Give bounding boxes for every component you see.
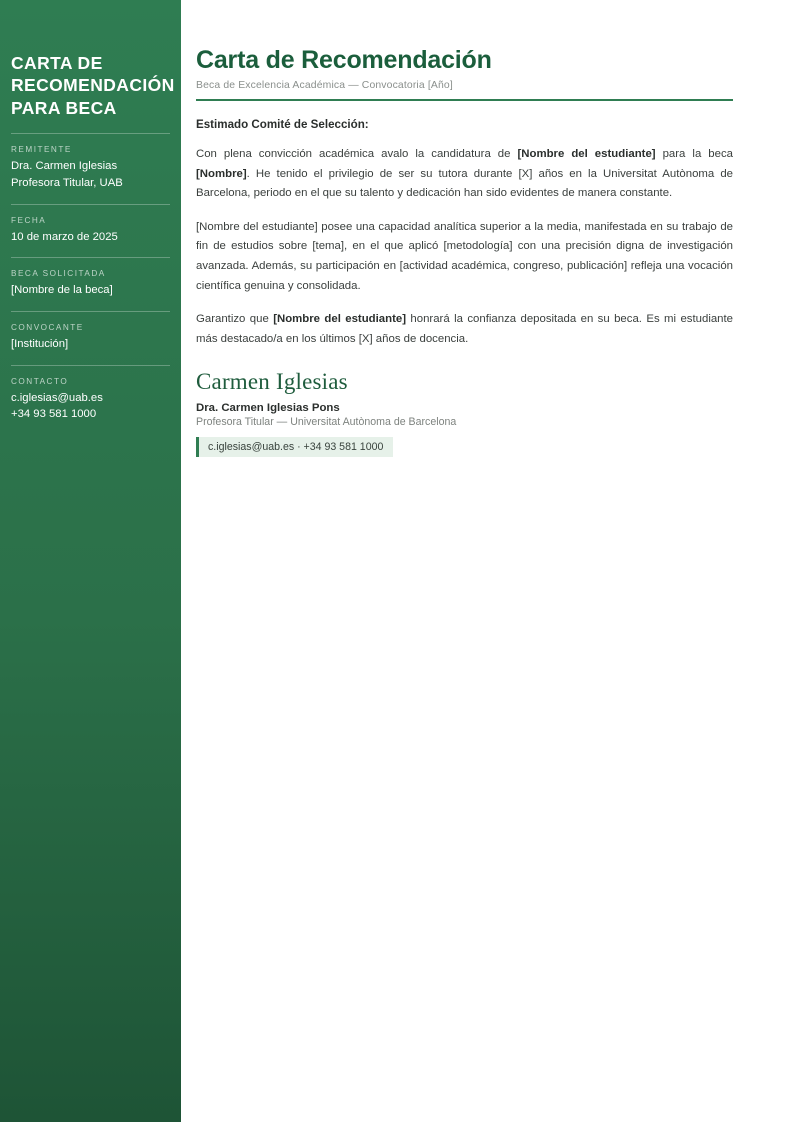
sidebar-title: CARTA DE RECOMENDACIÓN PARA BECA (11, 53, 175, 118)
sidebar-divider (11, 257, 170, 258)
body-paragraph (196, 218, 733, 296)
signature-block (196, 369, 733, 456)
salutation: Estimado Comité de Selección: (196, 118, 369, 131)
sidebar-meta-label: FECHA (11, 215, 47, 225)
body-emphasis: [Nombre del estudiante] (517, 148, 656, 160)
body-emphasis: [Nombre del estudiante] (273, 313, 407, 326)
sidebar-meta-value: [Institución] (11, 338, 69, 351)
sidebar-meta-block (11, 323, 170, 353)
sidebar-meta-label: REMITENTE (11, 145, 72, 155)
sidebar-meta-value: Dra. Carmen Iglesias (11, 160, 118, 173)
sidebar (0, 0, 181, 1122)
body-text: Garantizo que (196, 313, 274, 326)
sidebar-divider (11, 204, 170, 205)
title-divider (196, 99, 733, 101)
sidebar-divider (11, 133, 170, 134)
sidebar-meta-value: Profesora Titular, UAB (11, 176, 123, 189)
sidebar-meta-value: c.iglesias@uab.es (11, 391, 103, 404)
body-paragraph (196, 310, 733, 349)
page-title: Carta de Recomendación (196, 46, 492, 74)
sidebar-meta-block (11, 216, 170, 246)
page-subtitle: Beca de Excelencia Académica — Convocatoria [Año] (196, 80, 453, 91)
sidebar-divider (11, 311, 170, 312)
signature-contact-badge: c.iglesias@uab.es · +34 93 581 1000 (196, 437, 393, 457)
sidebar-meta-value: +34 93 581 1000 (11, 408, 97, 421)
sidebar-meta-label: CONTACTO (11, 376, 69, 386)
letter-body (196, 145, 733, 349)
sidebar-meta-value: [Nombre de la beca] (11, 284, 113, 297)
body-text: para la beca (655, 148, 733, 160)
sidebar-meta-block (11, 269, 170, 299)
sidebar-meta-value: 10 de marzo de 2025 (11, 230, 118, 243)
sidebar-meta-block (11, 377, 170, 423)
body-text: [Nombre del estudiante] posee una capacidad analítica superior a la media, manifestada en su trabajo de fin de estudios sobre [tema], en el que aplicó [metodología] con una precisión digna de investigación avanzada. Además, su participación en [actividad académica, congreso, publicación] refleja una vocación científica genuina y consolidada. (196, 220, 733, 292)
body-text: Con plena convicción académica avalo la candidatura de (196, 148, 518, 160)
body-paragraph (196, 145, 733, 204)
body-text: . He tenido el privilegio de ser su tutora durante [X] años en la Universitat Autònoma de Barcelona, periodo en el que su talento y dedicación han sido evidentes de manera constante. (196, 167, 733, 200)
signature-script: Carmen Iglesias (196, 369, 348, 395)
sidebar-meta-list (11, 133, 170, 423)
sidebar-meta-label: BECA SOLICITADA (11, 269, 106, 279)
signature-name: Dra. Carmen Iglesias Pons (196, 401, 340, 414)
sidebar-meta-label: CONVOCANTE (11, 323, 84, 333)
letter-content (181, 0, 793, 1122)
body-text: honrará la confianza depositada en su beca. Es mi estudiante más destacado/a en los últimos [X] años de docencia. (196, 313, 734, 345)
sidebar-divider (11, 365, 170, 366)
sidebar-meta-block (11, 145, 170, 191)
body-emphasis: [Nombre] (196, 167, 247, 180)
signature-role: Profesora Titular — Universitat Autònoma de Barcelona (196, 415, 457, 428)
